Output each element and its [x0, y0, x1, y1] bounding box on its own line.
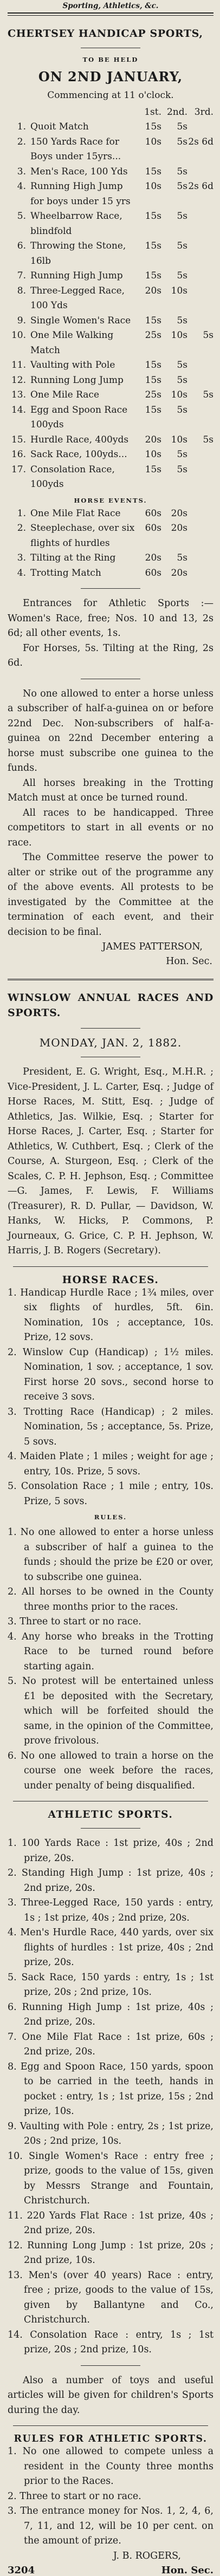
event-row	[8, 358, 213, 373]
horse-race-item: 2. Winslow Cup (Handicap) ; 1½ miles. Nomination, 1 sov. ; acceptance, 1 sov. First horse 20 sovs., second horse to receive 3 sovs.	[8, 1346, 213, 1403]
event-row	[8, 209, 213, 239]
prize-second: 20s	[171, 567, 187, 578]
prize-second: 5s	[177, 315, 187, 326]
prize-third: 5s	[203, 434, 213, 445]
chertsey-commencing: Commencing at 11 o'clock.	[47, 89, 174, 101]
event-number: 3.	[17, 166, 26, 177]
prize-third: 5s	[203, 389, 213, 401]
winslow-signature-name: J. B. ROGERS,	[113, 2550, 181, 2561]
prize-first: 15s	[145, 270, 161, 282]
prize-second: 20s	[171, 508, 187, 519]
horse-race-item: 3. Trotting Race (Handicap) ; 2 miles. Nomination, 5s ; acceptance, 5s. Prize, 5 sovs.	[8, 1406, 213, 1447]
prize-second: 5s	[177, 211, 187, 222]
chertsey-para-2: All horses breaking in the Trotting Match must at once be turned round.	[8, 777, 213, 804]
event-number: 10.	[11, 330, 26, 341]
prize-third	[187, 284, 213, 314]
event-row	[8, 388, 213, 403]
prize-first: 15s	[145, 404, 161, 415]
event-number: 16.	[11, 449, 26, 460]
prize-second: 5s	[177, 404, 187, 415]
athletic-item: 4. Men's Hurdle Race, 440 yards, over six flights of hurdles : 1st prize, 40s ; 2nd prize, 20s.	[8, 1927, 213, 1968]
horse-race-item: 4. Maiden Plate ; 1 miles ; weight for age ; entry, 10s. Prize, 5 sovs.	[8, 1451, 213, 1477]
rule-item: 1. No one allowed to enter a horse unless a subscriber of half a guinea to the funds ; should the prize be £20 or over, to subscribe one guinea.	[8, 1527, 213, 1583]
event-number: 13.	[11, 389, 26, 401]
rule-item: 3. Three to start or no race.	[8, 1616, 141, 1628]
event-row	[8, 447, 213, 463]
event-name: Consolation Race, 100yds	[30, 464, 115, 490]
prize-first: 15s	[145, 121, 161, 133]
section-header: Sporting, Athletics, &c.	[8, 0, 213, 14]
prize-second: 5s	[177, 240, 187, 252]
athletic-list	[8, 1836, 213, 2358]
event-row	[8, 165, 213, 180]
event-name: Running High Jump	[30, 270, 123, 282]
event-row	[8, 328, 213, 358]
prize-first: 15s	[145, 166, 161, 177]
prize-third	[187, 566, 213, 581]
athletic-rule-item: 3. The entrance money for Nos. 1, 2, 4, 6, 7, 11, and 12, will be 10 per cent. on the amount of prize.	[8, 2506, 213, 2547]
horse-race-item: 5. Consolation Race ; 1 mile ; entry, 10s. Prize, 5 sovs.	[8, 1481, 213, 1507]
athletic-item: 8. Egg and Spoon Race, 150 yards, spoon to be carried in the teeth, hands in pocket : entry, 1s ; 1st prize, 15s ; 2nd prize, 10s.	[8, 2061, 213, 2117]
prize-second: 5s	[177, 270, 187, 282]
prize-second: 5s	[177, 121, 187, 133]
rule	[81, 1828, 140, 1829]
prize-first: 15s	[145, 315, 161, 326]
prize-second: 5s	[177, 464, 187, 475]
rules-athletic-list	[8, 2444, 213, 2549]
event-row	[8, 179, 213, 209]
prize-first: 15s	[145, 360, 161, 371]
winslow-title: WINSLOW ANNUAL RACES AND SPORTS.	[8, 992, 213, 1019]
event-number: 1.	[17, 508, 26, 519]
prize-third	[187, 314, 213, 329]
horse-events-heading: HORSE EVENTS.	[74, 496, 147, 504]
chertsey-signature-name: JAMES PATTERSON,	[102, 941, 203, 953]
rule	[81, 2365, 140, 2366]
prize-second: 5s	[177, 374, 187, 386]
event-number: 2.	[17, 136, 26, 147]
event-number: 4.	[17, 181, 26, 192]
prize-second: 10s	[171, 389, 187, 401]
athletic-rule-item: 1. No one allowed to compete unless a resident in the County three months prior to the Races.	[8, 2446, 213, 2487]
prize-third	[187, 209, 213, 239]
athletic-item: 14. Consolation Race : entry, 1s ; 1st prize, 20s ; 2nd prize, 10s.	[8, 2329, 213, 2356]
prize-second: 10s	[171, 330, 187, 341]
event-name: Vaulting with Pole	[30, 360, 115, 371]
prize-second: 5s	[177, 552, 187, 564]
athletic-item: 11. 220 Yards Flat Race : 1st prize, 40s ; 2nd prize, 20s.	[8, 2210, 213, 2236]
rule-item: 6. No one allowed to train a horse on the course one week before the races, under penalty of being disqualified.	[8, 1750, 213, 1791]
event-name: One Mile Walking Match	[30, 330, 114, 356]
prize-second: 5s	[177, 360, 187, 371]
chertsey-para-4: The Committee reserve the power to alter or strike out of the programme any of the above events. All protests to be investigated by the Committee at the termination of each event, and their decision to be final.	[8, 852, 213, 938]
prize-first: 15s	[145, 211, 161, 222]
prize-first: 10s	[145, 449, 161, 460]
prize-col-3: 3rd.	[194, 106, 213, 118]
athletic-item: 13. Men's (over 40 years) Race : entry, free ; prize, goods to the value of 15s, given by Ballantyne and Co., Christchurch.	[8, 2269, 213, 2326]
event-row	[8, 506, 213, 522]
athletic-item: 2. Standing High Jump : 1st prize, 40s ; 2nd prize, 20s.	[8, 1868, 213, 1894]
prize-col-1: 1st.	[144, 106, 161, 118]
prize-third	[187, 521, 213, 551]
event-row	[8, 403, 213, 433]
prize-third	[187, 373, 213, 388]
event-name: Egg and Spoon Race 100yds	[30, 404, 128, 431]
event-name: Tilting at the Ring	[30, 552, 116, 564]
prize-third: 5s	[203, 330, 213, 341]
event-name: Running Long Jump	[30, 374, 124, 386]
prize-first: 10s	[145, 136, 161, 147]
athletic-sports-heading: ATHLETIC SPORTS.	[48, 1809, 173, 1821]
rules-heading: RULES.	[94, 1513, 127, 1521]
event-name: Men's Race, 100 Yds	[30, 166, 128, 177]
event-row	[8, 566, 213, 581]
event-number: 2.	[17, 523, 26, 534]
horse-race-item: 1. Handicap Hurdle Race ; 1¾ miles, over six flights of hurdles, 5ft. 6in. Nomination, 10s ; acceptance, 10s. Prize, 12 sovs.	[8, 1287, 213, 1343]
prize-third	[187, 463, 213, 492]
horse-events-table	[8, 506, 213, 581]
event-row	[8, 521, 213, 551]
chertsey-date: ON 2ND JANUARY,	[38, 68, 183, 84]
event-name: Three-Legged Race, 100 Yds	[30, 285, 125, 311]
event-row	[8, 269, 213, 284]
closing-text: Also a number of toys and useful articles will be given for children's Sports during the day.	[8, 2375, 213, 2416]
chertsey-para-1: No one allowed to enter a horse unless a subscriber of half-a-guinea on or before 22nd Dec. Non-subscribers of half-a-guinea on 22nd December entering a horse must subscribe one guinea to the funds.	[8, 688, 213, 774]
prize-first: 20s	[145, 434, 161, 445]
event-row	[8, 373, 213, 388]
rules-athletic-heading: RULES FOR ATHLETIC SPORTS.	[14, 2434, 208, 2445]
prize-first: 15s	[145, 464, 161, 475]
event-name: 150 Yards Race for Boys under 15yrs...	[30, 136, 121, 162]
athletic-item: 5. Sack Race, 150 yards : entry, 1s ; 1st prize, 20s ; 2nd prize, 10s.	[8, 1972, 213, 1998]
footer-ref: 3204	[8, 2564, 35, 2576]
prize-third	[187, 506, 213, 522]
prize-first: 10s	[145, 181, 161, 192]
event-number: 12.	[11, 374, 26, 386]
chertsey-para-3: All races to be handicapped. Three competitors to start in all events or no race.	[8, 807, 213, 848]
event-row	[8, 135, 213, 165]
rule	[13, 1266, 208, 1267]
prize-third	[187, 447, 213, 463]
rule-item: 2. All horses to be owned in the County three months prior to the races.	[8, 1586, 213, 1612]
prize-third	[187, 403, 213, 433]
horse-races-list	[8, 1286, 213, 1510]
prize-first: 60s	[145, 523, 161, 534]
event-name: Steeplechase, over six flights of hurdles	[30, 523, 135, 549]
event-name: Wheelbarrow Race, blindfold	[30, 211, 122, 237]
chertsey-events-table	[8, 105, 213, 492]
prize-first: 60s	[145, 508, 161, 519]
athletic-item: 12. Running Long Jump : 1st prize, 20s ; 2nd prize, 10s.	[8, 2240, 213, 2266]
event-name: One Mile Flat Race	[30, 508, 121, 519]
prize-first: 20s	[145, 552, 161, 564]
rule	[81, 1028, 140, 1029]
chertsey-advert	[8, 28, 213, 969]
event-name: Trotting Match	[30, 567, 101, 578]
footer-row	[8, 2565, 213, 2576]
prize-third: 2s 6d	[188, 136, 213, 147]
rule	[13, 2425, 208, 2426]
prize-col-2: 2nd.	[166, 106, 187, 118]
event-number: 11.	[11, 360, 26, 371]
athletic-item: 6. Running High Jump : 1st prize, 40s ; 2nd prize, 20s.	[8, 2001, 213, 2028]
prize-third	[187, 239, 213, 269]
event-number: 14.	[11, 404, 26, 415]
prize-first: 25s	[145, 330, 161, 341]
event-name: Sack Race, 100yds...	[30, 449, 127, 460]
prize-third	[187, 358, 213, 373]
entrances-text: Entrances for Athletic Sports :—Women's Race, free; Nos. 10 and 13, 2s 6d; all other events, 1s.	[8, 598, 213, 639]
chertsey-title: CHERTSEY HANDICAP SPORTS,	[8, 28, 203, 40]
athletic-item: 9. Vaulting with Pole : entry, 2s ; 1st prize, 20s ; 2nd prize, 10s.	[8, 2120, 213, 2147]
event-number: 3.	[17, 552, 26, 564]
event-number: 7.	[17, 270, 26, 282]
prize-third	[187, 165, 213, 180]
athletic-item: 3. Three-Legged Race, 150 yards : entry, 1s ; 1st prize, 40s ; 2nd prize, 20s.	[8, 1897, 213, 1923]
prize-second: 20s	[171, 523, 187, 534]
prize-second: 10s	[171, 434, 187, 445]
event-row	[8, 239, 213, 269]
event-row	[8, 433, 213, 448]
athletic-item: 7. One Mile Flat Race : 1st prize, 60s ; 2nd prize, 20s.	[8, 2031, 213, 2058]
prize-first: 15s	[145, 374, 161, 386]
event-number: 17.	[11, 464, 26, 475]
prize-first: 60s	[145, 567, 161, 578]
prize-second: 10s	[171, 285, 187, 296]
event-name: Throwing the Stone, 16lb	[30, 240, 126, 266]
event-number: 4.	[17, 567, 26, 578]
prize-first: 25s	[145, 389, 161, 401]
athletic-item: 1. 100 Yards Race : 1st prize, 40s ; 2nd prize, 20s.	[8, 1838, 213, 1864]
prize-third: 2s 6d	[188, 181, 213, 192]
event-number: 9.	[17, 315, 26, 326]
event-row	[8, 314, 213, 329]
event-number: 8.	[17, 285, 26, 296]
prize-third	[187, 269, 213, 284]
prize-header-row	[8, 105, 213, 120]
winslow-date: MONDAY, JAN. 2, 1882.	[39, 1036, 182, 1050]
prize-second: 5s	[177, 166, 187, 177]
athletic-rule-item: 2. Three to start or no race.	[8, 2490, 141, 2502]
event-row	[8, 463, 213, 492]
event-row	[8, 284, 213, 314]
chertsey-signature-title: Hon. Sec.	[166, 956, 212, 967]
event-name: Single Women's Race	[30, 315, 131, 326]
header-rule	[8, 14, 213, 16]
event-number: 6.	[17, 240, 26, 252]
prize-third	[187, 551, 213, 566]
entrances-horses-text: For Horses, 5s. Tilting at the Ring, 2s 6d.	[8, 642, 213, 669]
prize-first: 20s	[145, 285, 161, 296]
event-row	[8, 120, 213, 135]
prize-second: 5s	[177, 449, 187, 460]
rule-item: 5. No protest will be entertained unless £1 be deposited with the Secretary, which will be forfeited should the same, in the opinion of the Committee, prove frivolous.	[8, 1676, 213, 1747]
rule-item: 4. Any horse who breaks in the Trotting Race to be turned round before starting again.	[8, 1631, 213, 1672]
event-name: Hurdle Race, 400yds	[30, 434, 129, 445]
winslow-advert	[8, 990, 213, 2576]
chertsey-to-be-held: TO BE HELD	[82, 55, 139, 63]
event-name: Running High Jump for boys under 15 yrs	[30, 181, 131, 207]
athletic-item: 10. Single Women's Race : entry free ; prize, goods to the value of 15s, given by Messrs Strange and Fountain, Christchurch.	[8, 2150, 213, 2207]
rules-list	[8, 1525, 213, 1793]
advert-divider	[8, 979, 213, 980]
event-row	[8, 551, 213, 566]
event-number: 5.	[17, 211, 26, 222]
prize-third	[187, 120, 213, 135]
event-name: One Mile Race	[30, 389, 100, 401]
prize-second: 5s	[177, 136, 187, 147]
event-number: 15.	[11, 434, 26, 445]
event-number: 1.	[17, 121, 26, 133]
prize-second: 5s	[177, 181, 187, 192]
event-name: Quoit Match	[30, 121, 89, 133]
footer-title: Hon. Sec.	[161, 2564, 213, 2576]
rule	[81, 588, 140, 589]
prize-first: 15s	[145, 240, 161, 252]
horse-races-heading: HORSE RACES.	[62, 1274, 159, 1286]
winslow-officials: President, E. G. Wright, Esq., M.H.R. ; Vice-President, J. L. Carter, Esq. ; Judge of Horse Races, M. Stitt, Esq. ; Judge of Athletics, Jas. Wilkie, Esq. ; Starter for Horse Races, J. Carter, Esq. ; Starter for Athletics, W. Cuthbert, Esq. ; Clerk of the Course, A. Sturgeon, Esq. ; Clerk of the Scales, C. P. H. Jephson, Esq. ; Committee—G. James, F. Lewis, F. Williams (Treasurer), R. D. Pullar, — Davidson, W. Hanks, W. Hicks, P. Commons, P. Journeaux, G. Grice, C. P. H. Jephson, W. Harris, J. B. Rogers (Secretary).	[8, 1066, 213, 1257]
